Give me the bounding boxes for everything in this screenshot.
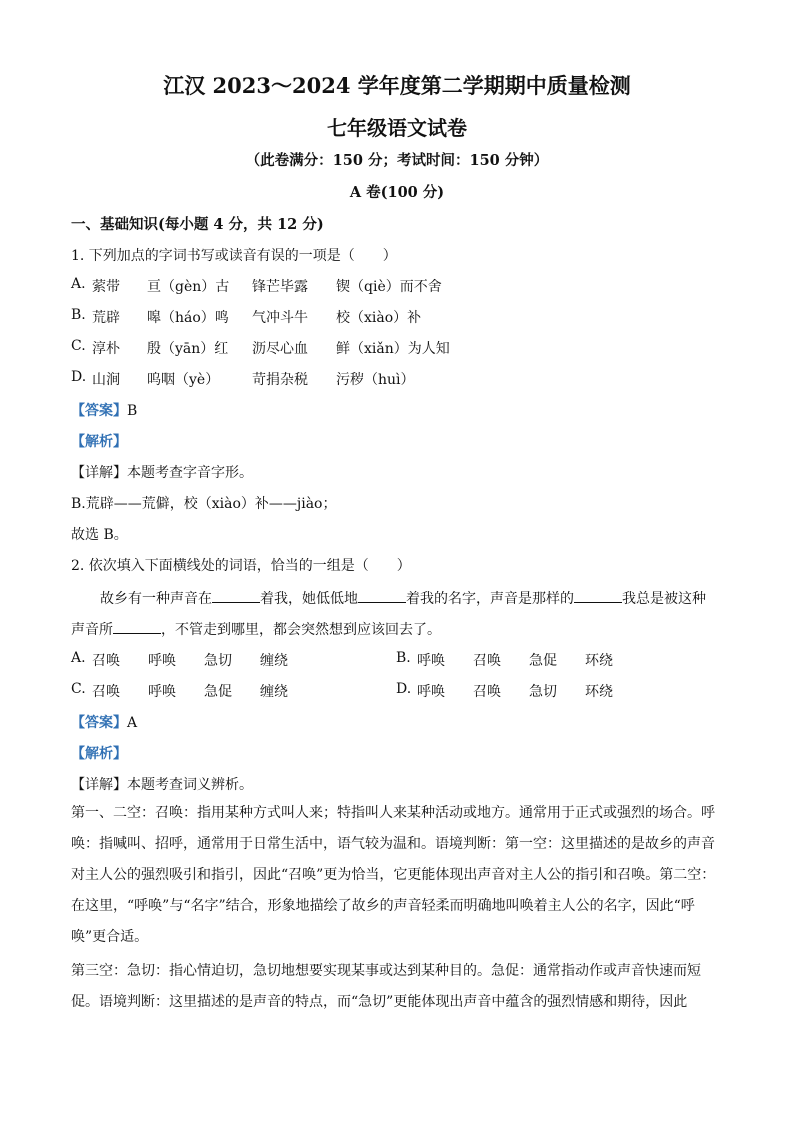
exam-subtitle: 七年级语文试卷 xyxy=(327,116,467,140)
blank-1 xyxy=(212,588,260,603)
q2-passage-line2: 声音所 ，不管走到哪里，都会突然想到应该回去了。 xyxy=(71,619,441,639)
q2-answer: 【答案】A xyxy=(71,715,138,731)
q1-explanation: B.荒辟——荒僻，校（xiào）补——jiào； xyxy=(71,496,337,512)
q2-analysis-label: 【解析】 xyxy=(71,746,127,762)
q1-stem: 1. 下列加点的字词书写或读音有误的一项是（ ） xyxy=(71,248,397,264)
q1-answer: 【答案】B xyxy=(71,403,138,419)
q2-analysis-paragraph-2: 第三空：急切：指心情迫切，急切地想要实现某事或达到某种目的。急促：通常指动作或声音快速而短促。语境判断：这里描述的是声音的特点，而“急切”更能体现出声音中蕴含的强烈情感和期待，因此 xyxy=(71,963,701,1010)
exam-info: （此卷满分：150 分；考试时间：150 分钟） xyxy=(245,152,549,169)
q2-analysis-paragraph-1: 第一、二空：召唤：指用某种方式叫人来；特指叫人来某种活动或地方。通常用于正式或强烈的场合。呼唤：指喊叫、招呼，通常用于日常生活中，语气较为温和。语境判断：第一空：这里描述的是故乡的声音对主人公的强烈吸引和指引，因此“召唤”更为恰当，它更能体现出声音对主人公的指引和召唤。第二空：在这里，“呼唤”与“名字”结合，形象地描绘了故乡的声音轻柔而明确地叫唤着主人公的名字，因此“呼唤”更合适。 xyxy=(71,805,716,945)
blank-3 xyxy=(574,588,622,603)
exam-page: 江汉 2023～2024 学年度第二学期期中质量检测 七年级语文试卷 （此卷满分：150 分；考试时间：150 分钟） A 卷(100 分) 一、基础知识(每小题 4 分，共 12 分) 1. 下列加点的字词书写或读音有误的一项是（ ） A. 萦带 亘（gèn）古 锋芒毕露 锲（qiè）而不舍 B. 荒辟 嗥（háo）鸣 气冲斗牛 校（xiào）补 C. 淳朴 殷（yān）红 沥尽心血 鲜（xiǎn）为人知 D. 山涧 呜咽（yè） 苛捐杂税 污秽（huì） 【答案】B 【解析】 【详解】本题考查字音字形。 B.荒辟——荒僻，校（xiào）补——jiào； 故选 B。 2. 依次填入下面横线处的词语，恰当的一组是（ ） 故乡有一种声音在 着我，她低低地 着我的名字，声音是那样的 我总是被这种 声音所 ，不管走到哪里，都会突然想到应该回去了。 A. 召唤 呼唤 急切 缠绕 B. 呼唤 召唤 急促 环绕 C. 召唤 呼唤 急促 缠绕 D. 呼唤 召唤 急切 环绕 【答案】A 【解析】 【详解】本题考查词义辨析。 第一、二空：召唤：指用某种方式叫人来；特指叫人来某种活动或地方。通常用于正式或强烈的场合。呼唤：指喊叫、招呼，通常用于日常生活中，语气较为温和。语境判断：第一空：这里描述的是故乡的声音对主人公的强烈吸引和指引，因此“召唤”更为恰当，它更能体现出声音对主人公的指引和召唤。第二空：在这里，“呼唤”与“名字”结合，形象地描绘了故乡的声音轻柔而明确地叫唤着主人公的名字，因此“呼唤”更合适。 第三空：急切：指心情迫切，急切地想要实现某事或达到某种目的。急促：通常指动作或声音快速而短促。语境判断：这里描述的是声音的特点，而“急切”更能体现出声音中蕴含的强烈情感和期待，因此 xyxy=(0,0,794,1123)
volume-label: A 卷(100 分) xyxy=(349,184,445,201)
q1-conclusion: 故选 B。 xyxy=(71,527,128,543)
q1-detail: 【详解】本题考查字音字形。 xyxy=(71,465,253,481)
q2-stem: 2. 依次填入下面横线处的词语，恰当的一组是（ ） xyxy=(71,558,411,574)
q2-detail: 【详解】本题考查词义辨析。 xyxy=(71,777,253,793)
blank-2 xyxy=(358,588,406,603)
section-heading: 一、基础知识(每小题 4 分，共 12 分) xyxy=(71,216,324,233)
exam-title: 江汉 2023～2024 学年度第二学期期中质量检测 xyxy=(163,73,631,98)
q2-passage-line1: 故乡有一种声音在 着我，她低低地 着我的名字，声音是那样的 我总是被这种 xyxy=(100,588,706,608)
blank-4 xyxy=(113,619,161,634)
q1-analysis-label: 【解析】 xyxy=(71,434,127,450)
